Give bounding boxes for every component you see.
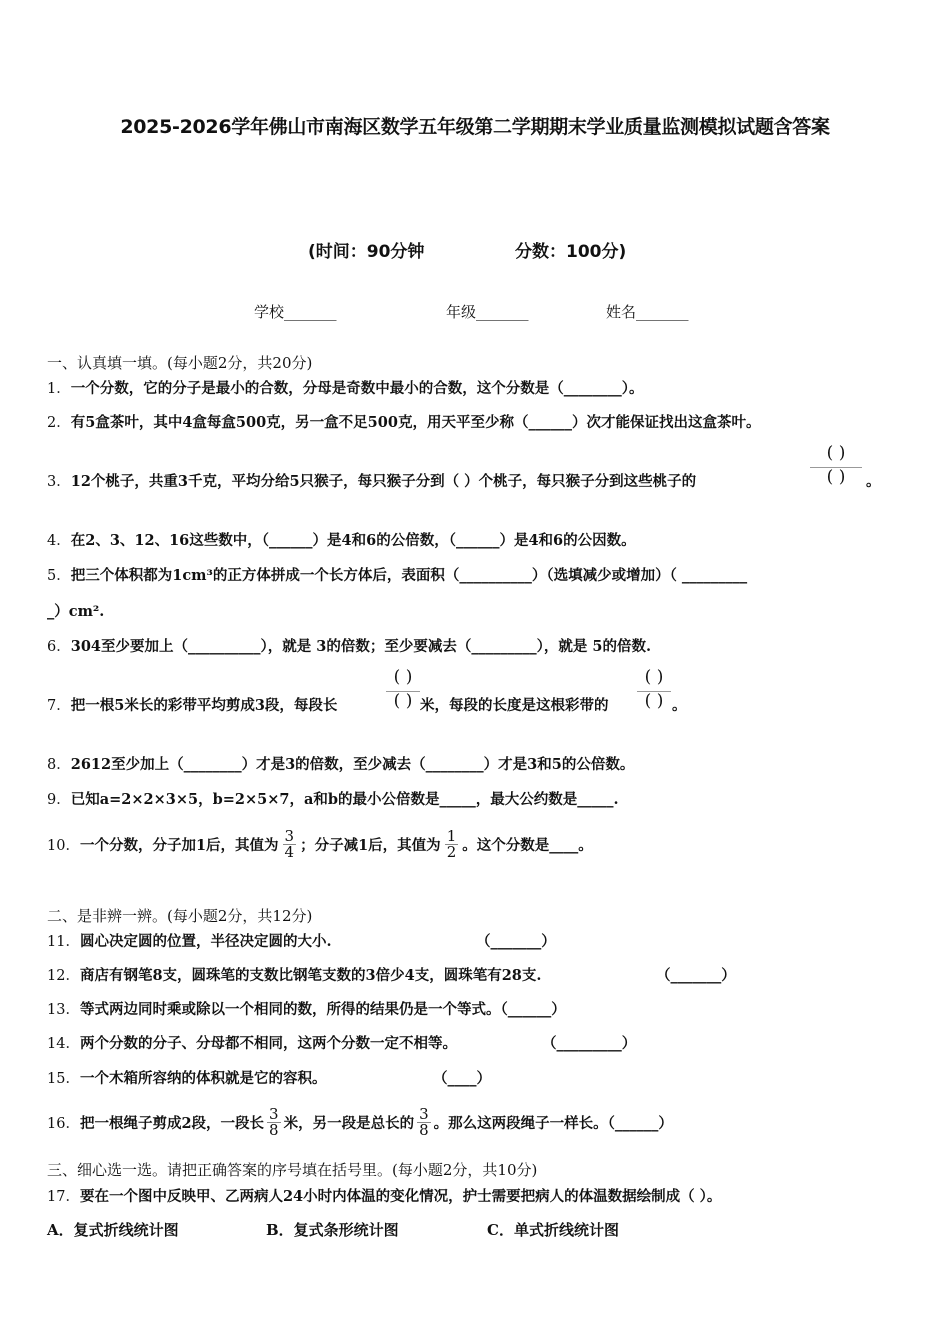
question-text-part1: 一个分数，分子加1后，其值为 [79,836,279,854]
q15-answer-blank[interactable]: （____） [433,1070,491,1087]
question-7-text-part2: 米，每段的长度是这根彩带的 [420,697,609,714]
question-number: 16． [47,1115,80,1132]
question-text: 一个分数，它的分子是最小的合数，分母是奇数中最小的合数，这个分数是（________）。 [70,380,644,397]
section-2-heading: 二、是非辨一辨。(每小题2分，共12分) [47,907,313,925]
fraction-numerator: ( ) [393,667,413,687]
question-number: 15． [47,1071,80,1087]
question-number: 6． [47,639,71,655]
page-title: 2025-2026学年佛山市南海区数学五年级第二学期期末学业质量监测模拟试题含答案 [120,116,830,138]
question-text-part1: 把一根5米长的彩带平均剪成3段，每段长 [70,697,338,714]
question-5-continued: _）cm². [47,603,105,620]
question-2 [47,411,760,432]
question-7 [47,694,337,715]
fraction-denominator: 2 [446,842,457,861]
question-4 [47,529,636,550]
question-text: 304至少要加上（__________），就是 3的倍数；至少要减去（_________），就是 5的倍数. [70,638,652,655]
fraction-numerator: 3 [269,1104,279,1123]
q12-answer-blank[interactable]: （_______） [656,967,736,984]
question-14 [47,1032,457,1053]
fraction-numerator: 1 [446,826,457,845]
fraction-bar [386,691,420,692]
q11-answer-blank[interactable]: （_______） [476,933,556,950]
q7-fraction-blank-2[interactable] [637,667,671,711]
q7-end: 。 [672,697,687,714]
question-number: 4． [47,533,71,549]
question-number: 9． [47,792,71,808]
question-number: 11． [47,934,80,950]
grade-field[interactable]: 年级_______ [446,303,529,321]
name-field[interactable]: 姓名_______ [606,303,689,321]
question-text: 商店有钢笔8支，圆珠笔的支数比钢笔支数的3倍少4支，圆珠笔有28支. [79,967,542,984]
question-text: 在2、3、12、16这些数中，（______）是4和6的公倍数，（______）是4和6的公因数。 [70,532,636,549]
q14-answer-blank[interactable]: （_________） [542,1035,637,1052]
question-16 [47,1098,673,1146]
exam-time: (时间：90分钟 [308,242,425,262]
fraction-numerator: ( ) [826,443,846,463]
question-text-part2: ；分子减1后，其值为 [300,836,441,854]
fraction-denominator: ( ) [393,691,413,711]
question-text-part3: 。这个分数是____。 [462,836,593,854]
fraction-one-half [445,826,459,861]
question-number: 1． [47,381,71,397]
fraction-three-eighths [267,1104,281,1139]
question-number: 3． [47,474,71,490]
question-12 [47,964,541,985]
fraction-numerator: ( ) [644,667,664,687]
fraction-denominator: 8 [269,1120,279,1139]
section-1-heading: 一、认真填一填。(每小题2分，共20分) [47,354,313,372]
question-3 [47,470,696,491]
fraction-denominator: ( ) [644,691,664,711]
question-13 [47,998,566,1019]
exam-score: 分数：100分) [515,242,627,262]
question-number: 2． [47,415,71,431]
question-text: 12个桃子，共重3千克，平均分给5只猴子，每只猴子分到（ ）个桃子，每只猴子分到这些桃子的 [70,473,697,490]
question-number: 5． [47,568,71,584]
question-11 [47,930,332,951]
question-15 [47,1067,326,1088]
question-text-part3: 。那么这两段绳子一样长。（______） [433,1114,673,1132]
question-text: 2612至少加上（________）才是3的倍数，至少减去（________）才是3和5的公倍数。 [70,756,635,773]
question-text: 等式两边同时乘或除以一个相同的数，所得的结果仍是一个等式。（______） [79,1001,566,1018]
question-1 [47,377,643,398]
question-17 [47,1185,721,1206]
fraction-denominator: 8 [419,1120,429,1139]
fraction-three-quarters [283,826,297,861]
fraction-numerator: 3 [419,1104,429,1123]
question-number: 14． [47,1036,80,1052]
question-text: 把三个体积都为1cm³的正方体拼成一个长方体后，表面积（__________）（选填减少或增加）（ _________ [70,567,748,584]
fraction-numerator: 3 [284,826,295,845]
option-b[interactable]: B．复式条形统计图 [266,1221,399,1239]
option-c[interactable]: C．单式折线统计图 [487,1221,619,1239]
fraction-denominator: 4 [284,842,295,861]
q3-fraction-blank[interactable] [810,443,862,487]
fraction-denominator: ( ) [826,467,846,487]
question-number: 12． [47,968,80,984]
question-text-part1: 把一根绳子剪成2段，一段长 [79,1114,265,1132]
fraction-bar [637,691,671,692]
question-number: 7． [47,698,71,714]
fraction-bar [810,467,862,468]
question-number: 8． [47,757,71,773]
question-8 [47,753,634,774]
question-text: 两个分数的分子、分母都不相同，这两个分数一定不相等。 [79,1035,457,1052]
question-text: 要在一个图中反映甲、乙两病人24小时内体温的变化情况，护士需要把病人的体温数据绘制成（ ）。 [79,1188,722,1205]
question-text: 圆心决定圆的位置，半径决定圆的大小. [79,933,332,950]
question-text: 有5盒茶叶，其中4盒每盒500克，另一盒不足500克，用天平至少称（______）次才能保证找出这盒茶叶。 [70,414,761,431]
question-number: 13． [47,1002,80,1018]
question-text-part2: 米，另一段是总长的 [283,1114,415,1132]
question-text: 一个木箱所容纳的体积就是它的容积。 [79,1070,327,1087]
option-a[interactable]: A．复式折线统计图 [47,1221,179,1239]
question-6 [47,635,651,656]
question-text: 已知a=2×2×3×5，b=2×5×7，a和b的最小公倍数是_____，最大公约数是_____. [70,791,619,808]
school-field[interactable]: 学校_______ [254,303,337,321]
question-9 [47,788,619,809]
q3-end: 。 [866,473,881,490]
section-3-heading: 三、细心选一选。请把正确答案的序号填在括号里。(每小题2分，共10分) [47,1161,538,1179]
question-5 [47,564,747,585]
question-number: 17． [47,1189,80,1205]
fraction-three-eighths [417,1104,431,1139]
q7-fraction-blank-1[interactable] [386,667,420,711]
question-10 [47,820,593,868]
question-number: 10． [47,837,80,854]
